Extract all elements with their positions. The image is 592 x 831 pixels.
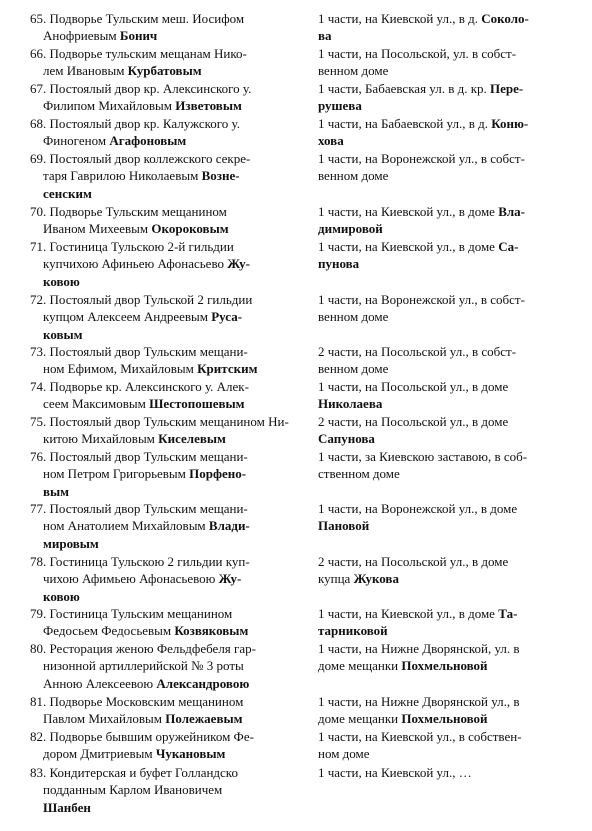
text-line xyxy=(318,622,580,639)
text-line xyxy=(318,710,580,727)
text-segment: 1 части, на Киевской ул., в собствен- xyxy=(318,729,522,744)
bold-surname: Изветовым xyxy=(175,98,242,114)
text-segment: 81. Подворье Московским мещанином xyxy=(30,694,244,709)
bold-surname: Жу- xyxy=(227,256,250,272)
text-segment: 1 части, за Киевскою заставою, в соб- xyxy=(318,449,528,464)
text-segment: Анофриевым xyxy=(30,28,120,44)
text-segment: 67. Постоялый двор кр. Алексинского у. xyxy=(30,81,252,96)
entry-left-column xyxy=(30,553,302,605)
text-segment: 1 части, на Киевской ул., в д. xyxy=(318,11,482,26)
bold-surname: Пановой xyxy=(318,518,370,534)
text-line xyxy=(30,605,302,622)
entry-right-column xyxy=(318,413,580,448)
entry-left-column xyxy=(30,343,302,378)
text-segment: Федосьем Федосьевым xyxy=(30,623,175,639)
text-line xyxy=(318,378,580,395)
entry-right-column xyxy=(318,728,580,763)
text-line xyxy=(30,45,302,62)
text-segment: ном Анатолием Михайловым xyxy=(30,518,209,534)
entry-left-column xyxy=(30,291,302,343)
entry-right-column xyxy=(318,640,580,675)
text-line xyxy=(318,27,580,44)
text-segment: 1 части, на Киевской ул., в доме xyxy=(318,239,499,254)
text-line xyxy=(318,640,580,657)
text-line xyxy=(30,535,302,552)
bold-surname: пунова xyxy=(318,256,360,272)
text-line xyxy=(30,80,302,97)
entry-right-column xyxy=(318,45,580,80)
bold-surname: ковою xyxy=(43,588,80,604)
text-line xyxy=(318,255,580,272)
text-segment: 1 части, на Бабаевской ул., в д. xyxy=(318,116,492,131)
text-segment: 82. Подворье бывшим оружейником Фе- xyxy=(30,729,254,744)
text-line xyxy=(30,728,302,745)
text-segment: дором Дмитриевым xyxy=(30,746,156,762)
bold-surname: Влади- xyxy=(208,518,250,534)
text-line xyxy=(30,799,302,816)
entry-right-column xyxy=(318,764,580,781)
text-segment: 1 части, на Киевской ул., в доме xyxy=(318,204,499,219)
text-segment: Павлом Михайловым xyxy=(30,711,166,727)
entry-left-column xyxy=(30,500,302,552)
text-line xyxy=(30,693,302,710)
text-line xyxy=(30,27,302,44)
bold-surname: Коню- xyxy=(491,116,529,131)
bold-surname: Жу- xyxy=(218,571,242,587)
entry-right-column xyxy=(318,10,580,45)
text-line xyxy=(30,395,302,412)
text-segment: лем Ивановым xyxy=(30,63,128,79)
entry-left-column xyxy=(30,10,302,45)
text-line xyxy=(30,291,302,308)
bold-surname: рушева xyxy=(318,98,362,114)
text-line xyxy=(30,448,302,465)
text-line xyxy=(30,273,302,290)
text-line xyxy=(30,150,302,167)
text-line xyxy=(30,62,302,79)
text-segment xyxy=(30,536,43,551)
text-segment: 1 части, на Нижне Дворянской ул., в xyxy=(318,694,520,709)
text-segment: ном Петром Григорьевым xyxy=(30,466,190,482)
text-segment: низонной артиллерийской № 3 роты xyxy=(30,658,244,674)
text-line xyxy=(30,132,302,149)
text-line xyxy=(30,378,302,395)
entry-right-column xyxy=(318,448,580,483)
bold-surname: Порфено- xyxy=(189,466,247,482)
bold-surname: Руса- xyxy=(211,309,243,325)
bold-surname: Критским xyxy=(197,361,258,377)
text-line xyxy=(30,203,302,220)
text-line xyxy=(30,220,302,237)
text-line xyxy=(30,657,302,674)
text-line xyxy=(318,97,580,114)
text-line xyxy=(30,553,302,570)
text-line xyxy=(30,500,302,517)
text-segment: 1 части, на Киевской ул., … xyxy=(318,765,472,780)
entry-right-column xyxy=(318,553,580,588)
text-line xyxy=(318,605,580,622)
text-line xyxy=(30,343,302,360)
text-segment: 78. Гостиница Тульскою 2 гильдии куп- xyxy=(30,554,250,569)
text-line xyxy=(318,150,580,167)
text-segment: Финогеном xyxy=(30,133,110,149)
text-line xyxy=(30,115,302,132)
text-segment: 1 части, на Нижне Дворянской, ул. в xyxy=(318,641,520,656)
text-segment: 71. Гостиница Тульскою 2-й гильдии xyxy=(30,239,234,254)
text-segment: 1 части, на Воронежской ул., в доме xyxy=(318,501,518,516)
text-line xyxy=(30,326,302,343)
text-segment: 65. Подворье Тульским меш. Иосифом xyxy=(30,11,245,26)
text-segment: китою Михайловым xyxy=(30,431,159,447)
text-line xyxy=(30,745,302,762)
entry-left-column xyxy=(30,203,302,238)
text-line xyxy=(318,62,580,79)
bold-surname: Соколо- xyxy=(481,11,529,26)
text-line xyxy=(30,413,302,430)
text-line xyxy=(30,238,302,255)
text-line xyxy=(30,10,302,27)
text-segment xyxy=(30,484,43,499)
entry-right-column xyxy=(318,80,580,115)
text-line xyxy=(30,308,302,325)
entry-left-column xyxy=(30,150,302,202)
bold-surname: Александровою xyxy=(156,675,250,691)
text-segment: 73. Постоялый двор Тульским мещани- xyxy=(30,344,248,359)
text-line xyxy=(30,588,302,605)
text-line xyxy=(318,430,580,447)
entry-left-column xyxy=(30,115,302,150)
bold-surname: Окороковым xyxy=(151,221,229,237)
text-segment: ственном доме xyxy=(318,466,400,482)
bold-surname: Чукановым xyxy=(155,746,226,762)
text-segment: 1 части, Бабаевская ул. в д. кр. xyxy=(318,81,491,96)
text-line xyxy=(318,745,580,762)
bold-surname: Вла- xyxy=(498,204,526,219)
text-segment: Филипом Михайловым xyxy=(30,98,176,114)
bold-surname: Возне- xyxy=(201,168,240,184)
text-segment: 2 части, на Посольской ул., в доме xyxy=(318,414,509,429)
bold-surname: Пере- xyxy=(490,81,524,96)
text-line xyxy=(30,710,302,727)
text-segment: 76. Постоялый двор Тульским мещани- xyxy=(30,449,248,464)
entry-right-column xyxy=(318,115,580,150)
bold-surname: Агафоновым xyxy=(109,133,187,149)
text-line xyxy=(30,570,302,587)
text-line xyxy=(318,132,580,149)
entry-left-column xyxy=(30,378,302,413)
text-segment: 69. Постоялый двор коллежского секре- xyxy=(30,151,251,166)
text-segment: венном доме xyxy=(318,168,389,184)
text-segment: 72. Постоялый двор Тульской 2 гильдии xyxy=(30,292,253,307)
text-line xyxy=(318,553,580,570)
text-segment: венном доме xyxy=(318,361,389,377)
text-line xyxy=(318,45,580,62)
text-segment xyxy=(30,589,43,604)
entry-right-column xyxy=(318,238,580,273)
bold-surname: Похмельновой xyxy=(401,658,488,674)
bold-surname: Шанбен xyxy=(43,799,91,815)
bold-surname: тарниковой xyxy=(318,623,388,639)
text-segment: ном доме xyxy=(318,746,370,762)
entry-left-column xyxy=(30,80,302,115)
text-line xyxy=(318,291,580,308)
bold-surname: Похмельновой xyxy=(401,711,488,727)
text-segment: купчихою Афиньею Афонасьево xyxy=(30,256,228,272)
text-segment: доме мещанки xyxy=(318,711,402,727)
bold-surname: Полежаевым xyxy=(165,711,243,727)
text-segment: 2 части, на Посольской ул., в собст- xyxy=(318,344,517,359)
entry-left-column xyxy=(30,764,302,816)
text-line xyxy=(30,483,302,500)
text-segment xyxy=(30,186,43,201)
bold-surname: мировым xyxy=(43,535,99,551)
text-line xyxy=(30,185,302,202)
text-line xyxy=(30,675,302,692)
text-segment: венном доме xyxy=(318,309,389,325)
text-line xyxy=(318,448,580,465)
text-segment: купцом Алексеем Андреевым xyxy=(30,309,212,325)
entry-right-column xyxy=(318,203,580,238)
text-segment: 1 части, на Посольской, ул. в собст- xyxy=(318,46,517,61)
text-line xyxy=(318,10,580,27)
text-line xyxy=(318,115,580,132)
text-segment: 66. Подворье тульским мещанам Нико- xyxy=(30,46,247,61)
text-line xyxy=(318,308,580,325)
entry-left-column xyxy=(30,693,302,728)
bold-surname: димировой xyxy=(318,221,383,237)
bold-surname: Сапунова xyxy=(318,431,375,447)
entry-left-column xyxy=(30,238,302,290)
text-line xyxy=(318,238,580,255)
entry-left-column xyxy=(30,640,302,692)
entry-right-column xyxy=(318,693,580,728)
text-line xyxy=(30,465,302,482)
bold-surname: ковым xyxy=(43,326,83,342)
text-segment xyxy=(30,800,43,815)
bold-surname: Киселевым xyxy=(158,431,226,447)
bold-surname: ковою xyxy=(43,273,80,289)
text-line xyxy=(30,167,302,184)
entry-right-column xyxy=(318,291,580,326)
text-line xyxy=(318,500,580,517)
text-line xyxy=(318,395,580,412)
bold-surname: Та- xyxy=(498,606,518,621)
text-segment: чихою Афимьею Афонасьевою xyxy=(30,571,219,587)
bold-surname: Бонич xyxy=(119,28,158,44)
text-line xyxy=(318,167,580,184)
text-segment: 70. Подворье Тульским мещанином xyxy=(30,204,227,219)
bold-surname: Шестопошевым xyxy=(149,396,245,412)
bold-surname: Курбатовым xyxy=(127,63,202,79)
text-segment: доме мещанки xyxy=(318,658,402,674)
entry-right-column xyxy=(318,500,580,535)
text-line xyxy=(318,360,580,377)
text-segment: таря Гаврилою Николаевым xyxy=(30,168,202,184)
text-segment: 77. Постоялый двор Тульским мещани- xyxy=(30,501,248,516)
text-line xyxy=(318,517,580,534)
text-line xyxy=(30,430,302,447)
text-segment: купца xyxy=(318,571,354,587)
text-segment: Анною Алексеевою xyxy=(30,675,157,691)
text-line xyxy=(30,255,302,272)
bold-surname: Козвяковым xyxy=(174,623,249,639)
text-segment: 1 части, на Киевской ул., в доме xyxy=(318,606,499,621)
text-line xyxy=(318,764,580,781)
text-line xyxy=(318,343,580,360)
text-line xyxy=(318,413,580,430)
entry-right-column xyxy=(318,343,580,378)
text-line xyxy=(318,220,580,237)
bold-surname: хова xyxy=(318,133,344,149)
text-line xyxy=(30,781,302,798)
text-line xyxy=(318,570,580,587)
text-line xyxy=(30,97,302,114)
entry-right-column xyxy=(318,150,580,185)
bold-surname: сенским xyxy=(43,185,92,201)
text-segment: 1 части, на Воронежской ул., в собст- xyxy=(318,292,525,307)
text-segment xyxy=(30,327,43,342)
entry-left-column xyxy=(30,413,302,448)
text-line xyxy=(318,203,580,220)
text-segment: венном доме xyxy=(318,63,389,79)
bold-surname: Са- xyxy=(498,239,519,254)
text-segment: 75. Постоялый двор Тульским мещанином Ни- xyxy=(30,414,289,429)
text-line xyxy=(318,80,580,97)
text-segment: 2 части, на Посольской ул., в доме xyxy=(318,554,509,569)
entry-left-column xyxy=(30,45,302,80)
entry-right-column xyxy=(318,378,580,413)
text-segment: 1 части, на Посольской ул., в доме xyxy=(318,379,509,394)
text-line xyxy=(318,465,580,482)
entry-left-column xyxy=(30,728,302,763)
bold-surname: Николаева xyxy=(318,396,383,412)
entry-left-column xyxy=(30,448,302,500)
bold-surname: Жукова xyxy=(353,571,399,587)
text-segment: Иваном Михеевым xyxy=(30,221,152,237)
text-segment: 79. Гостиница Тульским мещанином xyxy=(30,606,233,621)
entry-left-column xyxy=(30,605,302,640)
text-line xyxy=(30,622,302,639)
text-segment xyxy=(30,274,43,289)
text-line xyxy=(318,693,580,710)
text-line xyxy=(30,517,302,534)
text-segment: сеем Максимовым xyxy=(30,396,150,412)
text-line xyxy=(30,360,302,377)
text-segment: 83. Кондитерская и буфет Голландско xyxy=(30,765,238,780)
entry-right-column xyxy=(318,605,580,640)
text-line xyxy=(30,640,302,657)
text-segment: 68. Постоялый двор кр. Калужского у. xyxy=(30,116,240,131)
text-line xyxy=(318,728,580,745)
bold-surname: вым xyxy=(43,483,70,499)
text-segment: подданным Карлом Ивановичем xyxy=(30,782,223,798)
text-segment: ном Ефимом, Михайловым xyxy=(30,361,198,377)
text-line xyxy=(318,657,580,674)
text-segment: 1 части, на Воронежской ул., в собст- xyxy=(318,151,525,166)
text-segment: 74. Подворье кр. Алексинского у. Алек- xyxy=(30,379,249,394)
text-segment: 80. Ресторация женою Фельдфебеля гар- xyxy=(30,641,256,656)
bold-surname: ва xyxy=(318,28,332,44)
text-line xyxy=(30,764,302,781)
